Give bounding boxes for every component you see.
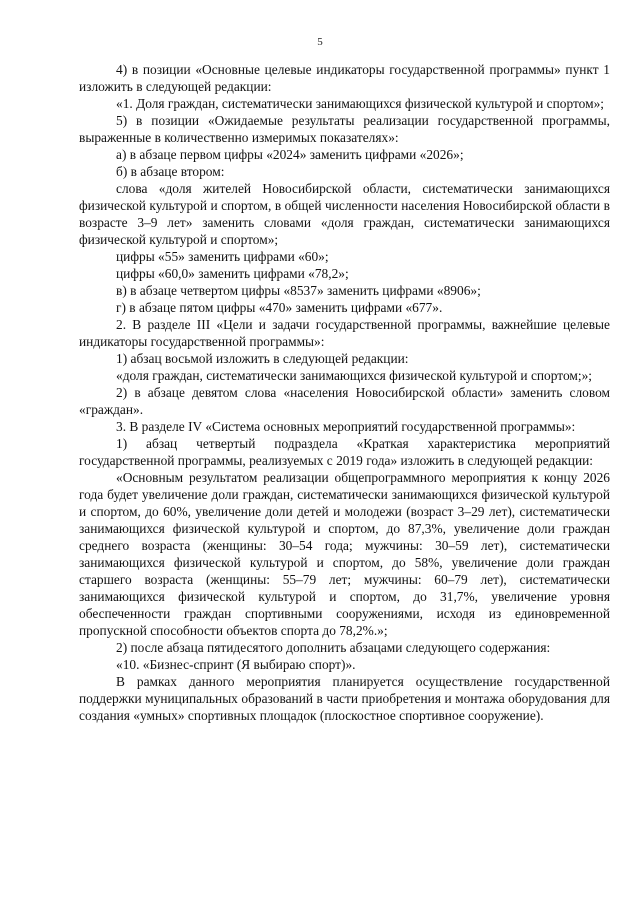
paragraph-subitem-b: б) в абзаце втором:	[116, 164, 225, 179]
paragraph-section-3-item-1: 1) абзац восьмой изложить в следующей редакции:	[116, 351, 409, 366]
paragraph-section-4-item-1: 1) абзац четвертый подраздела «Краткая характеристика мероприятий государственной программы, реализуемых с 2019 года» изложить в следующей редакции:	[79, 436, 610, 468]
paragraph-subitem-g: г) в абзаце пятом цифры «470» заменить цифрами «677».	[116, 300, 443, 315]
page-number: 5	[317, 36, 323, 48]
paragraph-section-3-quote: «доля граждан, систематически занимающихся физической культурой и спортом;»;	[116, 368, 592, 383]
paragraph-section-3: 2. В разделе III «Цели и задачи государственной программы, важнейшие целевые индикаторы государственной программы»:	[79, 317, 610, 349]
paragraph-section-4-item-2: 2) после абзаца пятидесятого дополнить абзацами следующего содержания:	[116, 640, 551, 655]
paragraph-item-4: 4) в позиции «Основные целевые индикаторы государственной программы» пункт 1 изложить в следующей редакции:	[79, 62, 610, 94]
paragraph-indicator-text: «1. Доля граждан, систематически занимающихся физической культурой и спортом»;	[116, 96, 604, 111]
paragraph-digits-55: цифры «55» заменить цифрами «60»;	[116, 249, 329, 264]
paragraph-section-3-item-2: 2) в абзаце девятом слова «населения Новосибирской области» заменить словом «граждан».	[79, 385, 610, 417]
paragraph-item-5: 5) в позиции «Ожидаемые результаты реализации государственной программы, выраженные в количественно измеримых показателях»:	[79, 113, 610, 145]
paragraph-results-quote: «Основным результатом реализации общепрограммного мероприятия к концу 2026 года будет увеличение доли граждан, систематически занимающихся физической культурой и спортом, до 60%, увеличение доли детей и молодежи (возраст 3–29 лет), систематически занимающихся физической культурой и спортом, до 87,3%, увеличение доли граждан среднего возраста (женщины: 30–54 года; мужчины: 30–59 лет), систематически занимающихся физической культурой и спортом, до 58%, увеличение доли граждан старшего возраста (женщины: 55–79 лет; мужчины: 60–79 лет), систематически занимающихся физической культурой и спортом, до 31,7%, увеличение уровня обеспеченности граждан спортивными сооружениями, исходя из единовременной пропускной способности объектов спорта до 78,2%.»;	[79, 470, 610, 638]
paragraph-words-replacement: слова «доля жителей Новосибирской области, систематически занимающихся физической культурой и спортом, в общей численности населения Новосибирской области в возрасте 3–9 лет» заменить словами «доля граждан, систематически занимающихся физической культурой и спортом»;	[79, 181, 610, 247]
paragraph-subitem-v: в) в абзаце четвертом цифры «8537» заменить цифрами «8906»;	[116, 283, 481, 298]
paragraph-digits-60: цифры «60,0» заменить цифрами «78,2»;	[116, 266, 349, 281]
paragraph-subitem-a: а) в абзаце первом цифры «2024» заменить цифрами «2026»;	[116, 147, 464, 162]
paragraph-business-sprint: «10. «Бизнес-спринт (Я выбираю спорт)».	[116, 657, 356, 672]
paragraph-section-4: 3. В разделе IV «Система основных мероприятий государственной программы»:	[116, 419, 576, 434]
paragraph-support-measure: В рамках данного мероприятия планируется осуществление государственной поддержки муниципальных образований в части приобретения и монтажа оборудования для создания «умных» спортивных площадок (плоскостное спортивное сооружение).	[79, 674, 610, 723]
document-body	[79, 61, 610, 724]
